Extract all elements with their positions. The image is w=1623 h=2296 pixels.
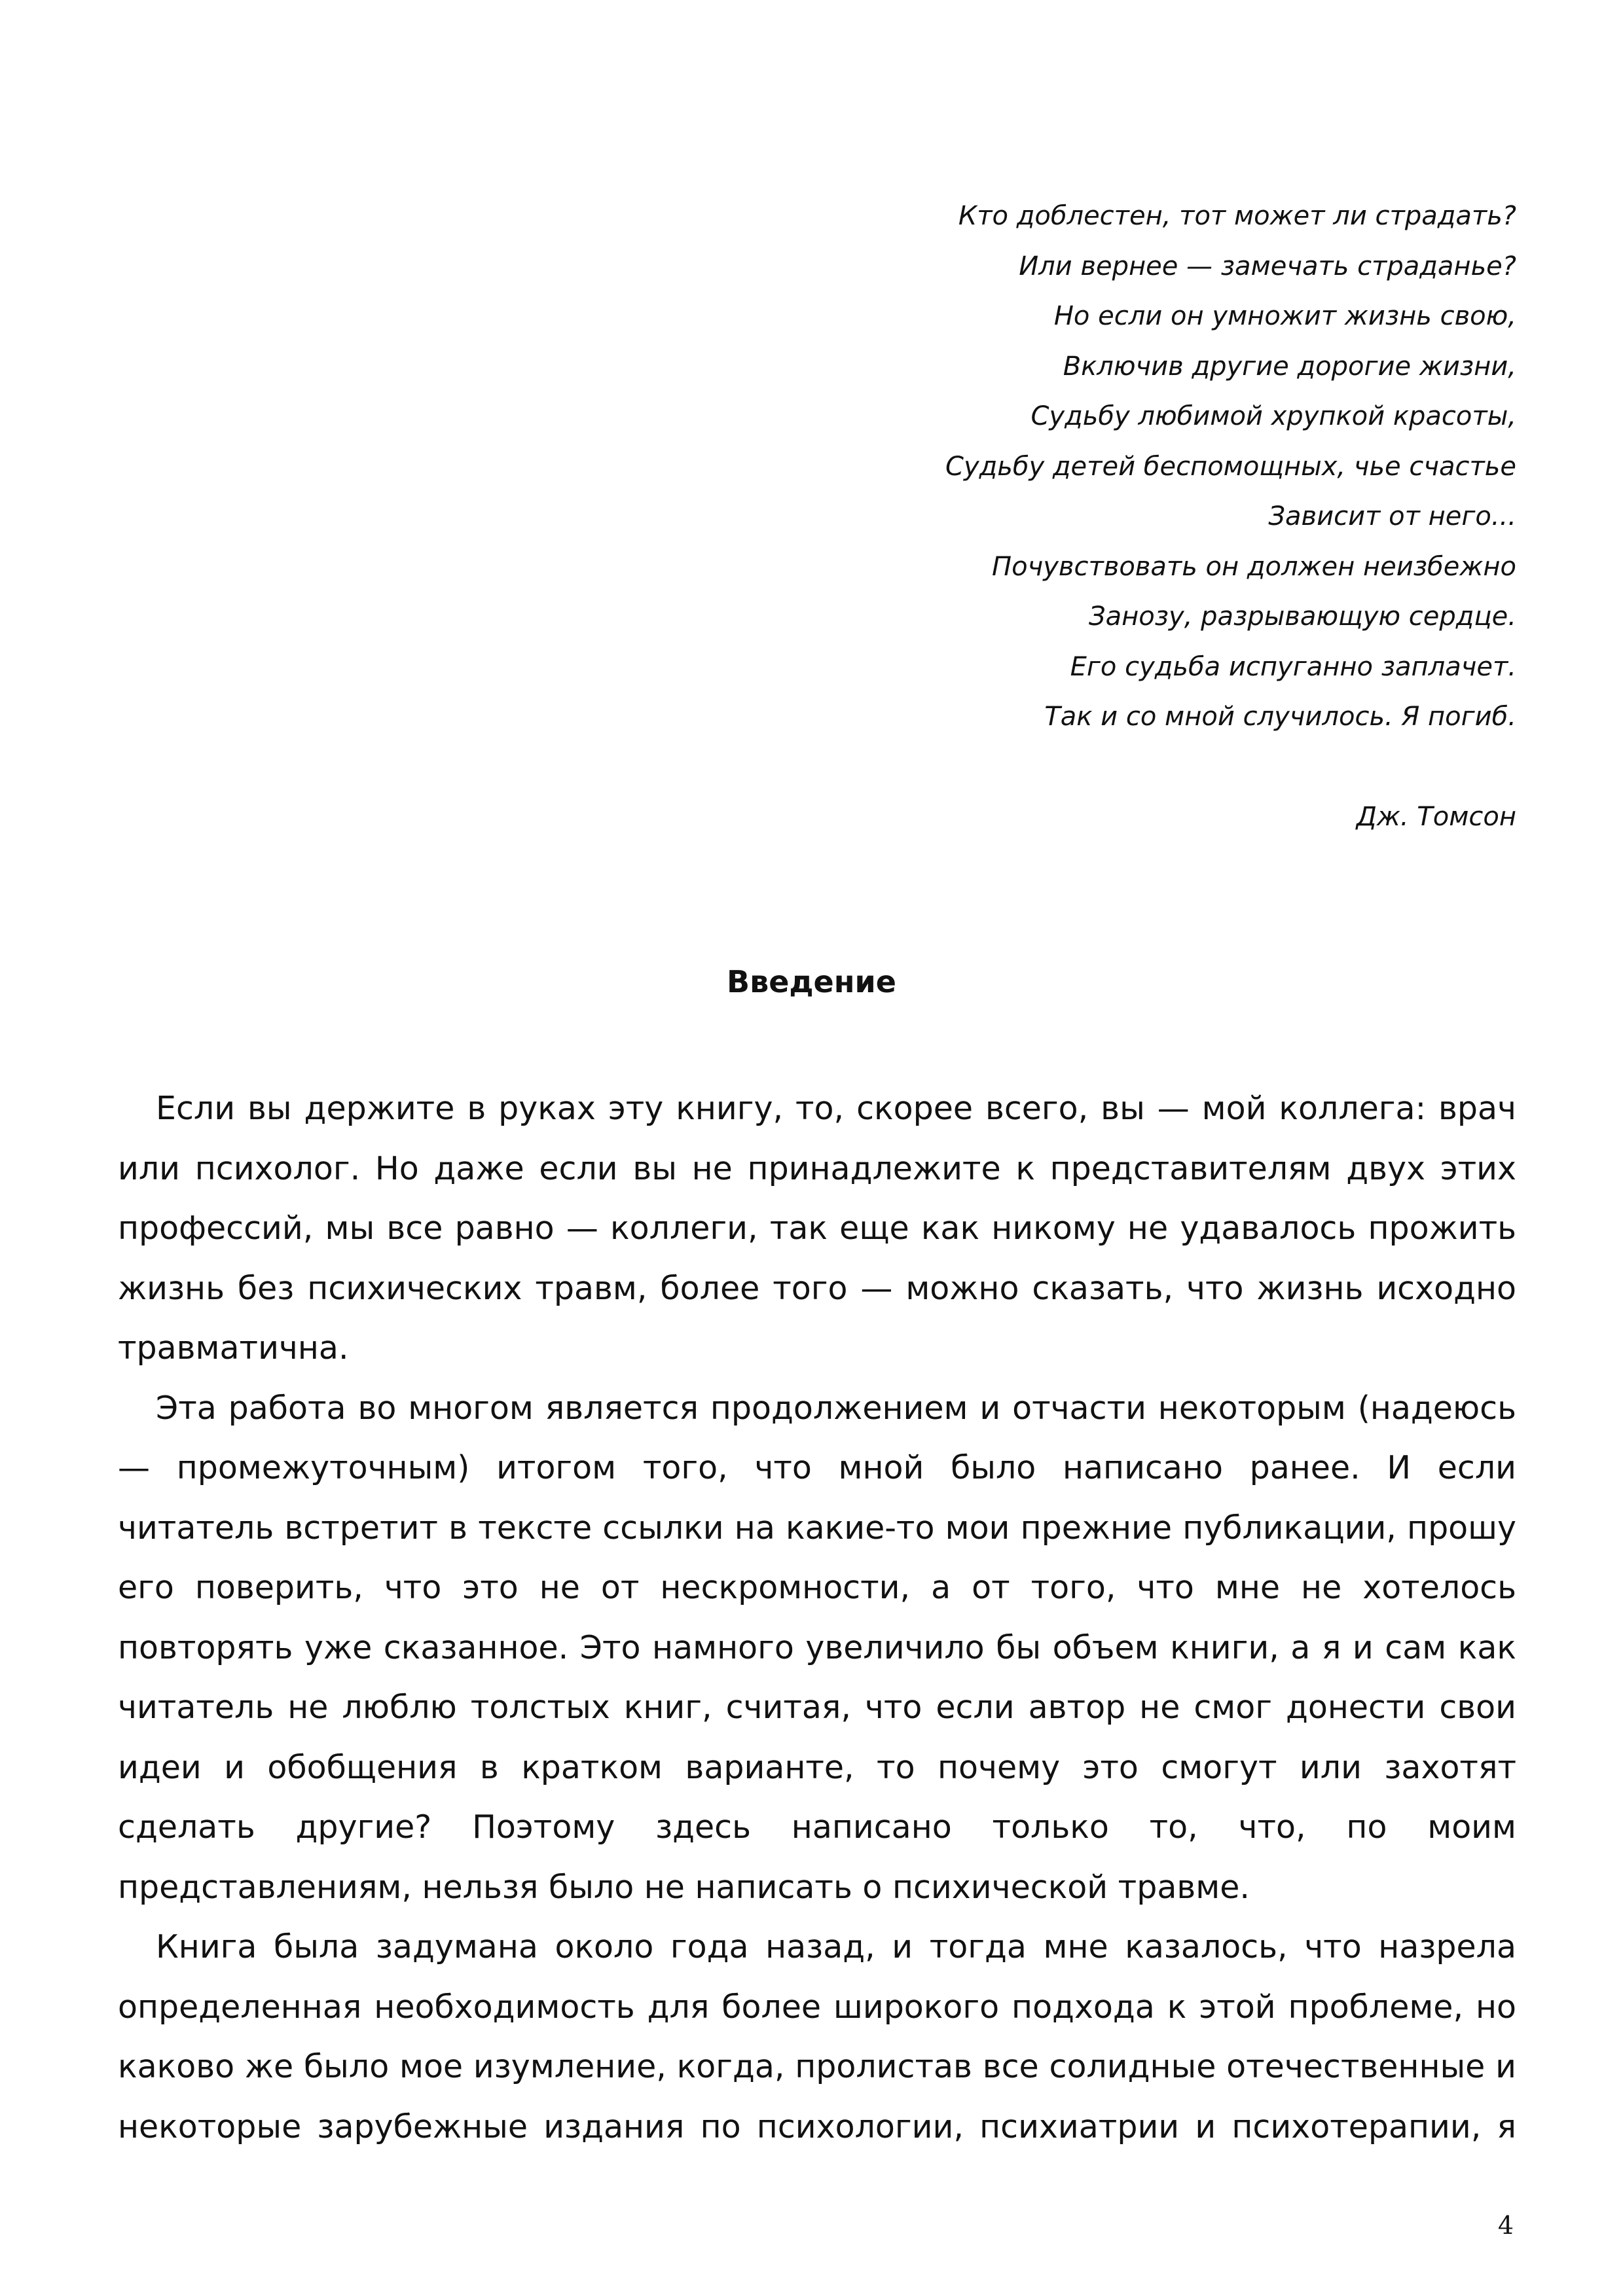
epigraph-line: Так и со мной случилось. Я погиб. [1044, 702, 1516, 732]
chapter-title: Введение [727, 964, 896, 999]
epigraph-line: Включив другие дорогие жизни, [1063, 351, 1516, 382]
page-number: 4 [1497, 2211, 1514, 2240]
body-text [118, 1079, 1516, 2157]
epigraph-line: Или вернее — замечать страданье? [1019, 251, 1516, 281]
epigraph-line: Его судьба испуганно заплачет. [1070, 651, 1516, 682]
epigraph-line: Но если он умножит жизнь свою, [1053, 301, 1516, 331]
epigraph-author: Дж. Томсон [1356, 801, 1516, 832]
epigraph-line: Занозу, разрывающую сердце. [1089, 601, 1516, 632]
epigraph-line: Кто доблестен, тот может ли страдать? [958, 201, 1516, 231]
epigraph-line: Зависит от него... [1268, 501, 1516, 531]
epigraph [600, 191, 1516, 842]
epigraph-line: Почувствовать он должен неизбежно [992, 551, 1516, 582]
epigraph-line: Судьбу любимой хрупкой красоты, [1030, 401, 1516, 431]
paragraph: Если вы держите в руках эту книгу, то, скорее всего, вы — мой коллега: врач или психолог. Но даже если вы не принадлежите к представителям двух этих профессий, мы все равно — коллеги, так еще как никому не удавалось прожить жизнь без психических травм, более того — можно сказать, что жизнь исходно травматична. [118, 1090, 1516, 1367]
epigraph-line: Судьбу детей беспомощных, чье счастье [945, 451, 1516, 482]
paragraph: Книга была задумана около года назад, и тогда мне казалось, что назрела определенная необходимость для более широкого подхода к этой проблеме, но каково же было мое изумление, когда, пролистав все солидные отечественные и некоторые зарубежные издания по психологии, психиатрии и психотерапии, я [118, 1928, 1516, 2145]
paragraph: Эта работа во многом является продолжением и отчасти некоторым (надеюсь — промежуточным) итогом того, что мной было написано ранее. И если читатель встретит в тексте ссылки на какие-то мои прежние публикации, прошу его поверить, что это не от нескромности, а от того, что мне не хотелось повторять уже сказанное. Это намного увеличило бы объем книги, а я и сам как читатель не люблю толстых книг, считая, что если автор не смог донести свои идеи и обобщения в кратком варианте, то почему это смогут или захотят сделать другие? Поэтому здесь написано только то, что, по моим представлениям, нельзя было не написать о психической травме. [118, 1389, 1516, 1906]
